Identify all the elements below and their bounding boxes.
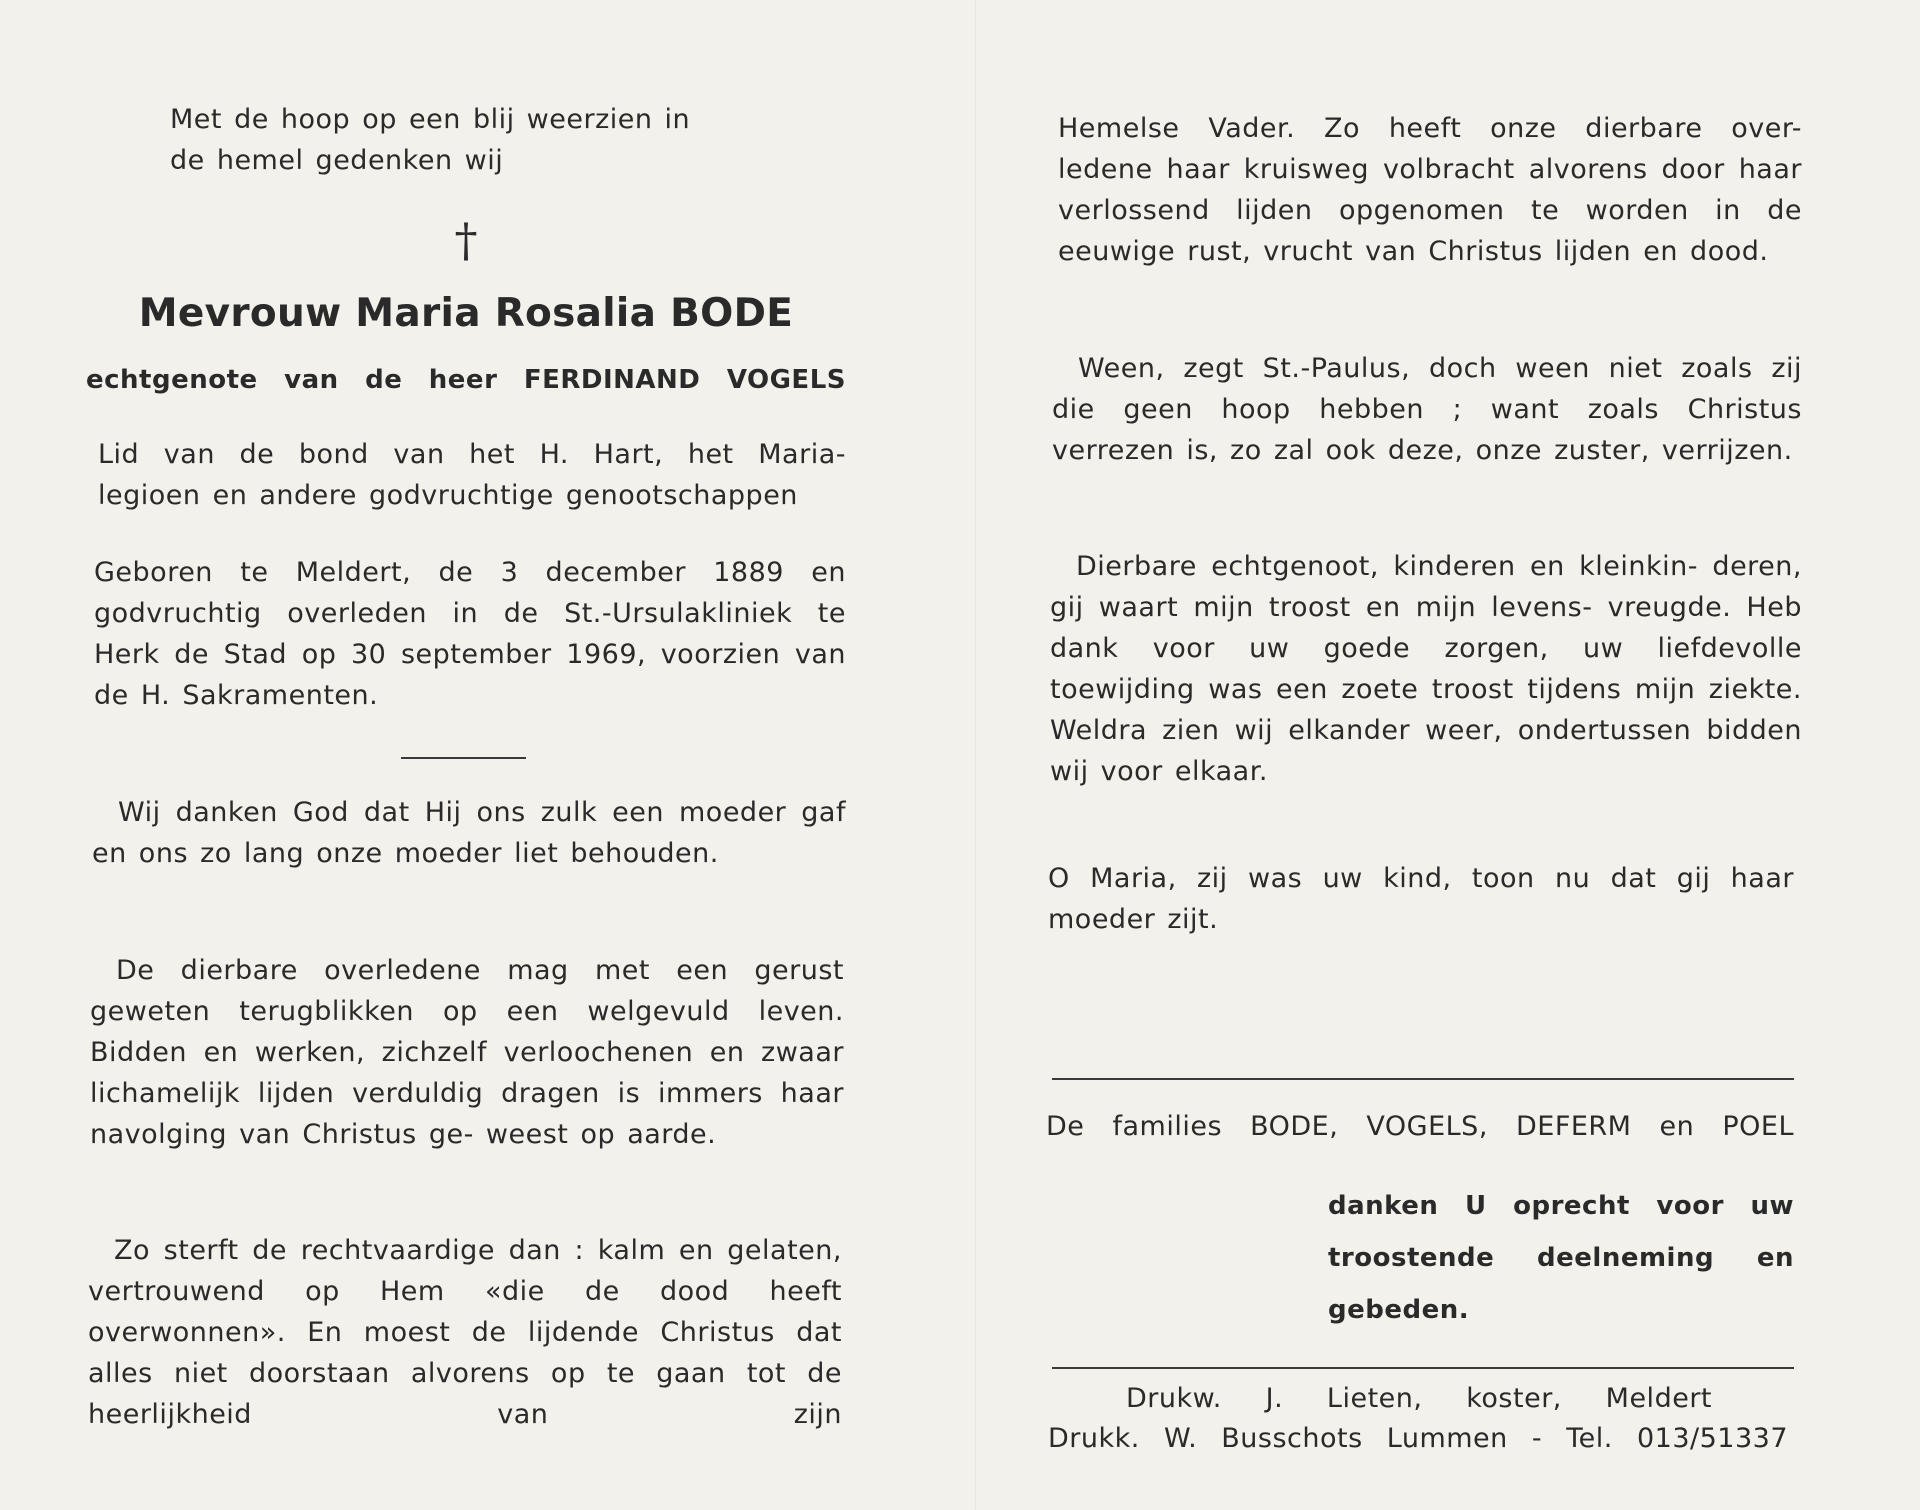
right-page [1046,0,1802,1510]
birth-death-text: Geboren te Meldert, de 3 december 1889 en godvruchtig overleden in de St.-Ursulakliniek te Herk de Stad op 30 september 1969, voorzien van de H. Sakramenten. [94,557,846,711]
reflection-text: De dierbare overledene mag met een gerust geweten terugblikken op een welgevuld leven. Bidden en werken, zichzelf verloochenen en zwaar lichamelijk lijden verduldig dragen is immers haar navolging van Christus ge- weest op aarde. [90,955,844,1150]
printer-line-2: Drukk. W. Busschots Lummen - Tel. 013/51337 [1048,1423,1788,1454]
families-text: De families BODE, VOGELS, DEFERM en POEL [1046,1111,1794,1142]
divider [1052,1078,1794,1080]
deceased-name: Mevrouw Maria Rosalia BODE [138,291,794,336]
intro-line-2: de hemel gedenken wij [170,145,504,176]
card-fold [975,0,977,1510]
membership-text: Lid van de bond van het H. Hart, het Maria- legioen en andere godvruchtige genootschappen [98,439,846,511]
divider [1052,1367,1794,1369]
intro-line-1: Met de hoop op een blij weerzien in [170,104,691,135]
farewell-text: Dierbare echtgenoot, kinderen en kleinkin- deren, gij waart mijn troost en mijn levens- vreugde. Heb dank voor uw goede zorgen, uw liefdevolle toewijding was een zoete troost tijdens mijn ziekte. Weldra zien wij elkander weer, ondertussen bidden wij voor elkaar. [1050,551,1802,787]
divider [401,757,526,759]
death-text: Zo sterft de rechtvaardige dan : kalm en gelaten, vertrouwend op Hem «die de dood heeft overwonnen». En moest de lijdende Christus dat alles niet doorstaan alvorens op te gaan tot de heerlijkheid van zijn [88,1235,842,1430]
thanks-text: Wij danken God dat Hij ons zulk een moeder gaf en ons zo lang onze moeder liet behouden. [92,797,846,869]
cross-icon: † [454,213,478,267]
spouse-line: echtgenote van de heer FERDINAND VOGELS [86,365,846,395]
paulus-text: Ween, zegt St.-Paulus, doch ween niet zoals zij die geen hoop hebben ; want zoals Christus verrezen is, zo zal ook deze, onze zuster, verrijzen. [1052,353,1802,466]
printer-line-1: Drukw. J. Lieten, koster, Meldert [1126,1383,1712,1414]
maria-text: O Maria, zij was uw kind, toon nu dat gij haar moeder zijt. [1048,863,1794,935]
continuation-text: Hemelse Vader. Zo heeft onze dierbare over- ledene haar kruisweg volbracht alvorens door haar verlossend lijden opgenomen te worden in de eeuwige rust, vrucht van Christus lijden en dood. [1058,113,1802,267]
left-page [86,0,846,1510]
families-thanks-text: danken U oprecht voor uw troostende deelneming en gebeden. [1328,1191,1794,1325]
